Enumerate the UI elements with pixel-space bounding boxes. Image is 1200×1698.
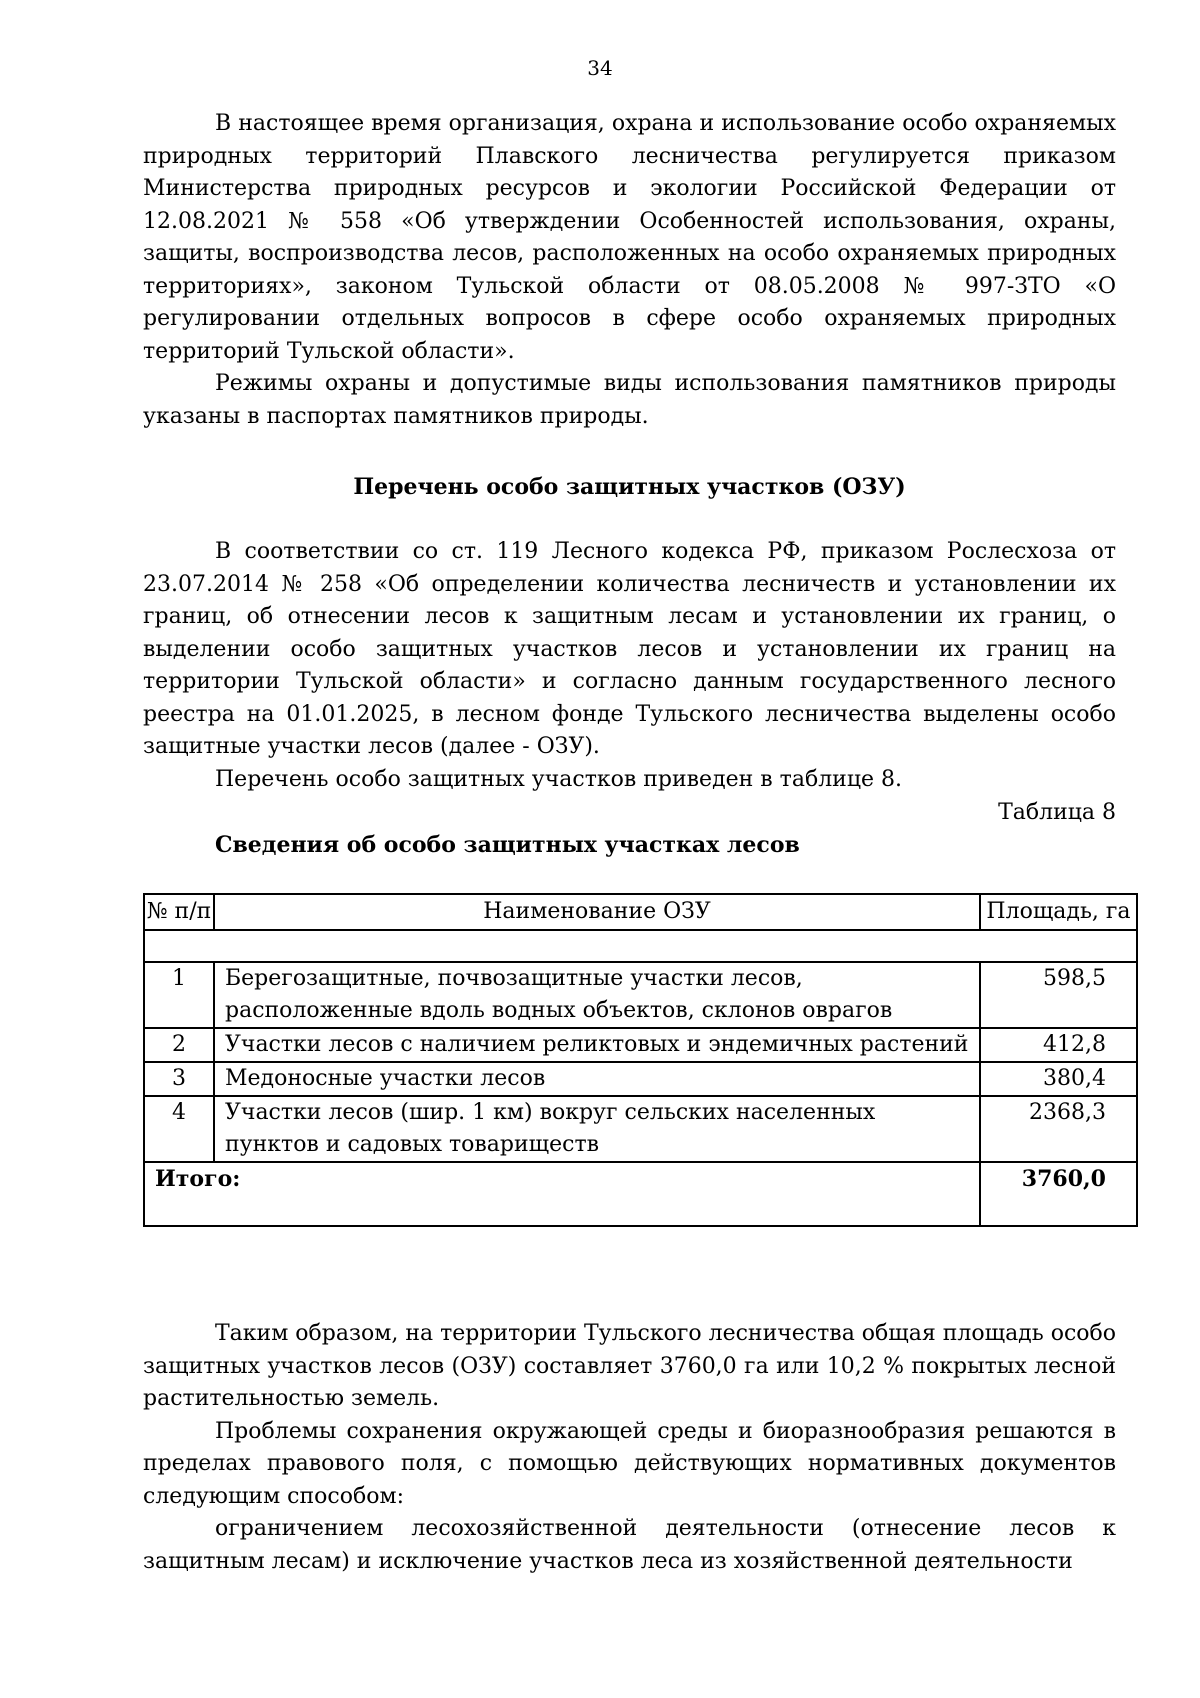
table-title: Сведения об особо защитных участках лесов — [215, 832, 800, 858]
header-name: Наименование ОЗУ — [214, 894, 980, 930]
paragraph: Проблемы сохранения окружающей среды и биоразнообразия решаются в пределах правового поля, с помощью действующих нормативных документов следующим способом: — [143, 1418, 1116, 1509]
table-spacer-row — [144, 930, 1137, 962]
conclusion-text-block — [143, 1318, 1116, 1578]
paragraph: В соответствии со ст. 119 Лесного кодекса РФ, приказом Рослесхоза от 23.07.2014 № 258 «Об определении количества лесничеств и установлении их границ, об отнесении лесов к защитным лесам и установлении их границ, о выделении особо защитных участков лесов и установлении их границ на территории Тульской области» и согласно данным государственного лесного реестра на 01.01.2025, в лесном фонде Тульского лесничества выделены особо защитные участки лесов (далее - ОЗУ). — [143, 539, 1116, 759]
row-area: 380,4 — [980, 1062, 1137, 1096]
row-area: 412,8 — [980, 1028, 1137, 1062]
table-total-row — [144, 1162, 1137, 1226]
row-num: 3 — [144, 1062, 214, 1096]
table-row — [144, 1028, 1137, 1062]
section-heading: Перечень особо защитных участков (ОЗУ) — [353, 474, 906, 500]
row-name: Медоносные участки лесов — [214, 1062, 980, 1096]
header-area: Площадь, га — [980, 894, 1137, 930]
row-name: Участки лесов (шир. 1 км) вокруг сельских населенных пунктов и садовых товариществ — [214, 1096, 980, 1162]
paragraph: Режимы охраны и допустимые виды использования памятников природы указаны в паспортах памятников природы. — [143, 371, 1116, 429]
row-area: 2368,3 — [980, 1096, 1137, 1162]
paragraph: Перечень особо защитных участков приведен в таблице 8. — [215, 766, 902, 792]
row-num: 2 — [144, 1028, 214, 1062]
paragraph: Таким образом, на территории Тульского лесничества общая площадь особо защитных участков лесов (ОЗУ) составляет 3760,0 га или 10,2 % покрытых лесной растительностью земель. — [143, 1321, 1117, 1411]
table-row — [144, 1096, 1137, 1162]
table-label: Таблица 8 — [998, 800, 1116, 825]
table-row — [144, 1062, 1137, 1096]
paragraph: В настоящее время организация, охрана и использование особо охраняемых природных территорий Плавского лесничества регулируется приказом Министерства природных ресурсов и экологии Российской Федерации от 12.08.2021 № 558 «Об утверждении Особенностей использования, охраны, защиты, воспроизводства лесов, расположенных на особо охраняемых природных территориях», законом Тульской области от 08.05.2008 № 997-ЗТО «О регулировании отдельных вопросов в сфере особо охраняемых природных территорий Тульской области». — [143, 111, 1116, 364]
body-text-block — [143, 536, 1116, 796]
total-value: 3760,0 — [980, 1162, 1137, 1226]
intro-text-block — [143, 108, 1116, 433]
row-area: 598,5 — [980, 962, 1137, 1028]
header-num: № п/п — [144, 894, 214, 930]
paragraph: ограничением лесохозяйственной деятельности (отнесение лесов к защитным лесам) и исключение участков леса из хозяйственной деятельности — [143, 1516, 1116, 1574]
row-name: Участки лесов с наличием реликтовых и эндемичных растений — [214, 1028, 980, 1062]
row-num: 1 — [144, 962, 214, 1028]
ozu-table — [143, 893, 1138, 1227]
table-header-row — [144, 894, 1137, 930]
page-number: 34 — [587, 56, 613, 80]
row-num: 4 — [144, 1096, 214, 1162]
row-name: Берегозащитные, почвозащитные участки лесов, расположенные вдоль водных объектов, склонов оврагов — [214, 962, 980, 1028]
total-label: Итого: — [144, 1162, 980, 1226]
table-row — [144, 962, 1137, 1028]
